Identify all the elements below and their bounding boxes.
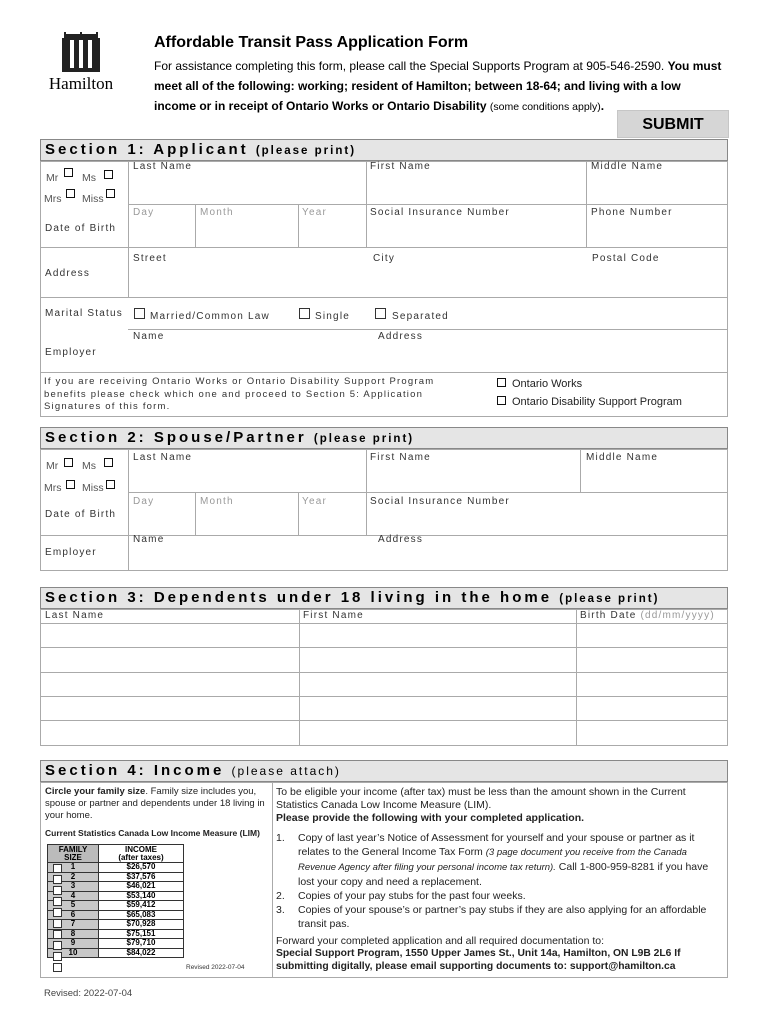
section2-body <box>40 449 728 571</box>
divider <box>195 492 196 535</box>
intro-end: . <box>600 99 605 113</box>
divider <box>298 492 299 535</box>
provide-text: Please provide the following with your completed application. <box>276 812 585 824</box>
intro-bold-2: must meet all of the following: working; resident of Hamilton; between 18-64; and living with a <box>154 59 722 93</box>
family-size-bold: Circle your family size <box>45 786 146 797</box>
ontario-works-checkbox[interactable] <box>497 378 506 387</box>
intro-text <box>154 56 726 117</box>
s2-dob-year-label: Year <box>302 496 328 507</box>
lim-col-size-2: SIZE <box>64 852 82 862</box>
lim-title: Current Statistics Canada Low Income Measure (LIM) <box>45 828 260 838</box>
title-mrs-label: Mrs <box>44 193 62 205</box>
family-size-8-checkbox[interactable] <box>53 941 62 950</box>
section3-print-note: (please print) <box>559 593 660 605</box>
section1-header <box>40 139 728 161</box>
divider <box>580 449 581 492</box>
lim-income: $75,151 <box>99 929 184 939</box>
title-miss-checkbox[interactable] <box>106 189 115 198</box>
sin-label: Social Insurance Number <box>370 207 510 218</box>
list-num: 2. <box>276 890 285 902</box>
list-num: 3. <box>276 904 285 916</box>
section2-print-note: (please print) <box>313 433 415 445</box>
employer-label: Employer <box>45 347 97 358</box>
table-row <box>48 939 184 949</box>
s2-employer-address-label: Address <box>378 534 424 545</box>
requirements-list <box>276 831 726 931</box>
divider <box>195 204 196 247</box>
lim-revised: Revised 2022-07-04 <box>186 964 245 971</box>
ontario-works-label: Ontario Works <box>512 378 583 390</box>
intro-normal: For assistance completing this form, please call the Special Supports Program at 905-546-2590. <box>154 59 665 73</box>
lim-size: 2 <box>48 872 99 882</box>
table-row <box>48 901 184 911</box>
submit-button[interactable]: SUBMIT <box>617 110 729 138</box>
list-item <box>276 889 726 903</box>
divider <box>40 247 728 248</box>
table-row <box>48 910 184 920</box>
item1-b: Call 1-800-959-8281 if you have lost your copy and need a replacement. <box>298 861 709 888</box>
lim-size: 9 <box>48 939 99 949</box>
family-size-rest: . Family size includes you, spouse or partner and dependents under 18 living in your home. <box>45 786 265 821</box>
item1-text <box>298 831 726 889</box>
divider <box>128 247 129 297</box>
lim-income: $26,570 <box>99 863 184 873</box>
section2-header <box>40 427 728 449</box>
footer-revised: Revised: 2022-07-04 <box>44 988 133 999</box>
middle-name-label: Middle Name <box>591 161 664 172</box>
divider <box>128 329 728 330</box>
lim-size: 6 <box>48 910 99 920</box>
s2-sin-label: Social Insurance Number <box>370 496 510 507</box>
lim-size: 1 <box>48 863 99 873</box>
s2-first-name-label: First Name <box>370 452 431 463</box>
section3-title: Section 3: Dependents under 18 living in the home <box>45 589 553 606</box>
s3-birth-date-label <box>580 610 715 621</box>
divider <box>40 372 728 373</box>
married-checkbox[interactable] <box>134 308 145 319</box>
list-num: 1. <box>276 832 285 844</box>
intro-bold-3: low income or in receipt of Ontario Works or Ontario Disability <box>154 79 681 113</box>
divider <box>40 297 728 298</box>
lim-size: 7 <box>48 920 99 930</box>
dob-label: Date of Birth <box>45 223 117 234</box>
separated-checkbox[interactable] <box>375 308 386 319</box>
intro-bold-1: You <box>667 59 690 73</box>
s2-title-mr-label: Mr <box>46 460 59 472</box>
divider <box>576 609 577 746</box>
first-name-label: First Name <box>370 161 431 172</box>
title-mr-label: Mr <box>46 172 59 184</box>
lim-size: 5 <box>48 901 99 911</box>
s2-middle-name-label: Middle Name <box>586 452 659 463</box>
intro-small: (some conditions apply) <box>489 101 601 113</box>
s2-dob-month-label: Month <box>200 496 234 507</box>
single-label: Single <box>315 311 350 322</box>
odsp-label: Ontario Disability Support Program <box>512 396 682 408</box>
lim-col-income-1: INCOME <box>125 844 157 854</box>
section1-title: Section 1: Applicant <box>45 141 249 158</box>
family-size-10-checkbox[interactable] <box>53 963 62 972</box>
title-ms-checkbox[interactable] <box>104 170 113 179</box>
table-row <box>48 948 184 958</box>
title-miss-label: Miss <box>82 193 104 205</box>
section2-title: Section 2: Spouse/Partner <box>45 429 307 446</box>
s2-title-mrs-label: Mrs <box>44 482 62 494</box>
divider <box>128 449 129 571</box>
section4-attach-note: (please attach) <box>231 764 341 778</box>
family-size-1-checkbox[interactable] <box>53 864 62 873</box>
lim-size: 3 <box>48 882 99 892</box>
s2-employer-label: Employer <box>45 547 97 558</box>
eligibility-text: To be eligible your income (after tax) must be less than the amount shown in the Current Statistics Canada Low Income Measure (LIM). <box>276 786 686 811</box>
dob-month-label: Month <box>200 207 234 218</box>
s2-title-miss-label: Miss <box>82 482 104 494</box>
divider <box>40 623 728 624</box>
divider <box>40 720 728 721</box>
postal-code-label: Postal Code <box>592 253 660 264</box>
s3-birth-format: (dd/mm/yyyy) <box>640 610 715 621</box>
divider <box>40 672 728 673</box>
lim-income: $79,710 <box>99 939 184 949</box>
lim-income: $37,576 <box>99 872 184 882</box>
family-size-note <box>45 786 269 822</box>
divider <box>128 492 728 493</box>
table-row <box>48 920 184 930</box>
odsp-checkbox[interactable] <box>497 396 506 405</box>
s2-title-ms-label: Ms <box>82 460 96 472</box>
marital-status-label: Marital Status <box>45 308 123 319</box>
table-row <box>48 872 184 882</box>
hamilton-logo <box>44 32 118 94</box>
table-row <box>48 882 184 892</box>
lim-income: $59,412 <box>99 901 184 911</box>
s3-birth-date-text: Birth Date <box>580 610 637 621</box>
item1-italic: (3 page document you receive from the Canada Revenue Agency after filing your personal income tax return). <box>298 847 687 873</box>
divider <box>272 782 273 978</box>
divider <box>40 647 728 648</box>
divider <box>299 609 300 746</box>
s3-last-name-label: Last Name <box>45 610 105 621</box>
s2-title-mrs-checkbox[interactable] <box>66 480 75 489</box>
section3-header <box>40 587 728 609</box>
s2-title-miss-checkbox[interactable] <box>106 480 115 489</box>
lim-size: 10 <box>48 948 99 958</box>
logo-text: Hamilton <box>48 74 114 93</box>
address-label: Address <box>45 268 91 279</box>
divider <box>40 696 728 697</box>
lim-income: $46,021 <box>99 882 184 892</box>
table-row <box>48 929 184 939</box>
separated-label: Separated <box>392 311 449 322</box>
table-row <box>48 891 184 901</box>
title-mrs-checkbox[interactable] <box>66 189 75 198</box>
s2-dob-day-label: Day <box>133 496 155 507</box>
section4-title: Section 4: Income <box>45 762 225 779</box>
single-checkbox[interactable] <box>299 308 310 319</box>
mailing-address: Special Support Program, 1550 Upper James St., Unit 14a, Hamilton, ON L9B 2L6 If submitting digitally, please email supporting documents to: support@hamilton.ca <box>276 948 681 972</box>
last-name-label: Last Name <box>133 161 193 172</box>
city-label: City <box>373 253 396 264</box>
form-title: Affordable Transit Pass Application Form <box>154 34 469 51</box>
title-mr-checkbox[interactable] <box>64 168 73 177</box>
city-hall-icon <box>44 32 118 74</box>
lim-income: $84,022 <box>99 948 184 958</box>
forward-text: Forward your completed application and all required documentation to: <box>276 935 605 947</box>
divider <box>298 204 299 247</box>
family-size-2-checkbox[interactable] <box>53 875 62 884</box>
lim-size: 8 <box>48 929 99 939</box>
s2-title-mr-checkbox[interactable] <box>64 458 73 467</box>
family-size-9-checkbox[interactable] <box>53 952 62 961</box>
section1-print-note: (please print) <box>255 145 357 157</box>
family-size-5-checkbox[interactable] <box>53 908 62 917</box>
lim-table-header <box>48 845 184 863</box>
list-item <box>276 831 726 889</box>
item2-text: Copies of your pay stubs for the past four weeks. <box>298 890 526 902</box>
divider <box>128 204 728 205</box>
family-size-6-checkbox[interactable] <box>53 919 62 928</box>
lim-col-income-2: (after taxes) <box>118 852 164 862</box>
s2-dob-label: Date of Birth <box>45 509 117 520</box>
s2-title-ms-checkbox[interactable] <box>104 458 113 467</box>
section3-body <box>40 609 728 746</box>
lim-col-size <box>48 845 99 863</box>
s2-employer-name-label: Name <box>133 534 165 545</box>
ow-note: If you are receiving Ontario Works or Ontario Disability Support Program benefits please check which one and proceed to Section 5: Application Signatures of this form. <box>44 376 435 412</box>
family-size-4-checkbox[interactable] <box>53 897 62 906</box>
lim-size: 4 <box>48 891 99 901</box>
table-row <box>48 863 184 873</box>
lim-table <box>47 844 184 958</box>
lim-income: $65,083 <box>99 910 184 920</box>
s3-first-name-label: First Name <box>303 610 364 621</box>
family-size-3-checkbox[interactable] <box>53 886 62 895</box>
phone-label: Phone Number <box>591 207 673 218</box>
item3-text: Copies of your spouse’s or partner’s pay stubs if they are also applying for an affordable transit pas. <box>298 904 707 930</box>
employer-name-label: Name <box>133 331 165 342</box>
dob-year-label: Year <box>302 207 328 218</box>
title-ms-label: Ms <box>82 172 96 184</box>
street-label: Street <box>133 253 167 264</box>
list-item <box>276 903 726 931</box>
section4-header <box>40 760 728 782</box>
employer-address-label: Address <box>378 331 424 342</box>
lim-income: $70,928 <box>99 920 184 930</box>
dob-day-label: Day <box>133 207 155 218</box>
lim-col-size-1: FAMILY <box>58 844 88 854</box>
lim-col-income <box>99 845 184 863</box>
lim-income: $53,140 <box>99 891 184 901</box>
family-size-7-checkbox[interactable] <box>53 930 62 939</box>
s2-last-name-label: Last Name <box>133 452 193 463</box>
item1-a: Copy of last year’s Notice of Assessment for yourself and your spouse or partner as it relates to the General Income Tax Form <box>298 832 695 858</box>
married-label: Married/Common Law <box>150 311 270 322</box>
